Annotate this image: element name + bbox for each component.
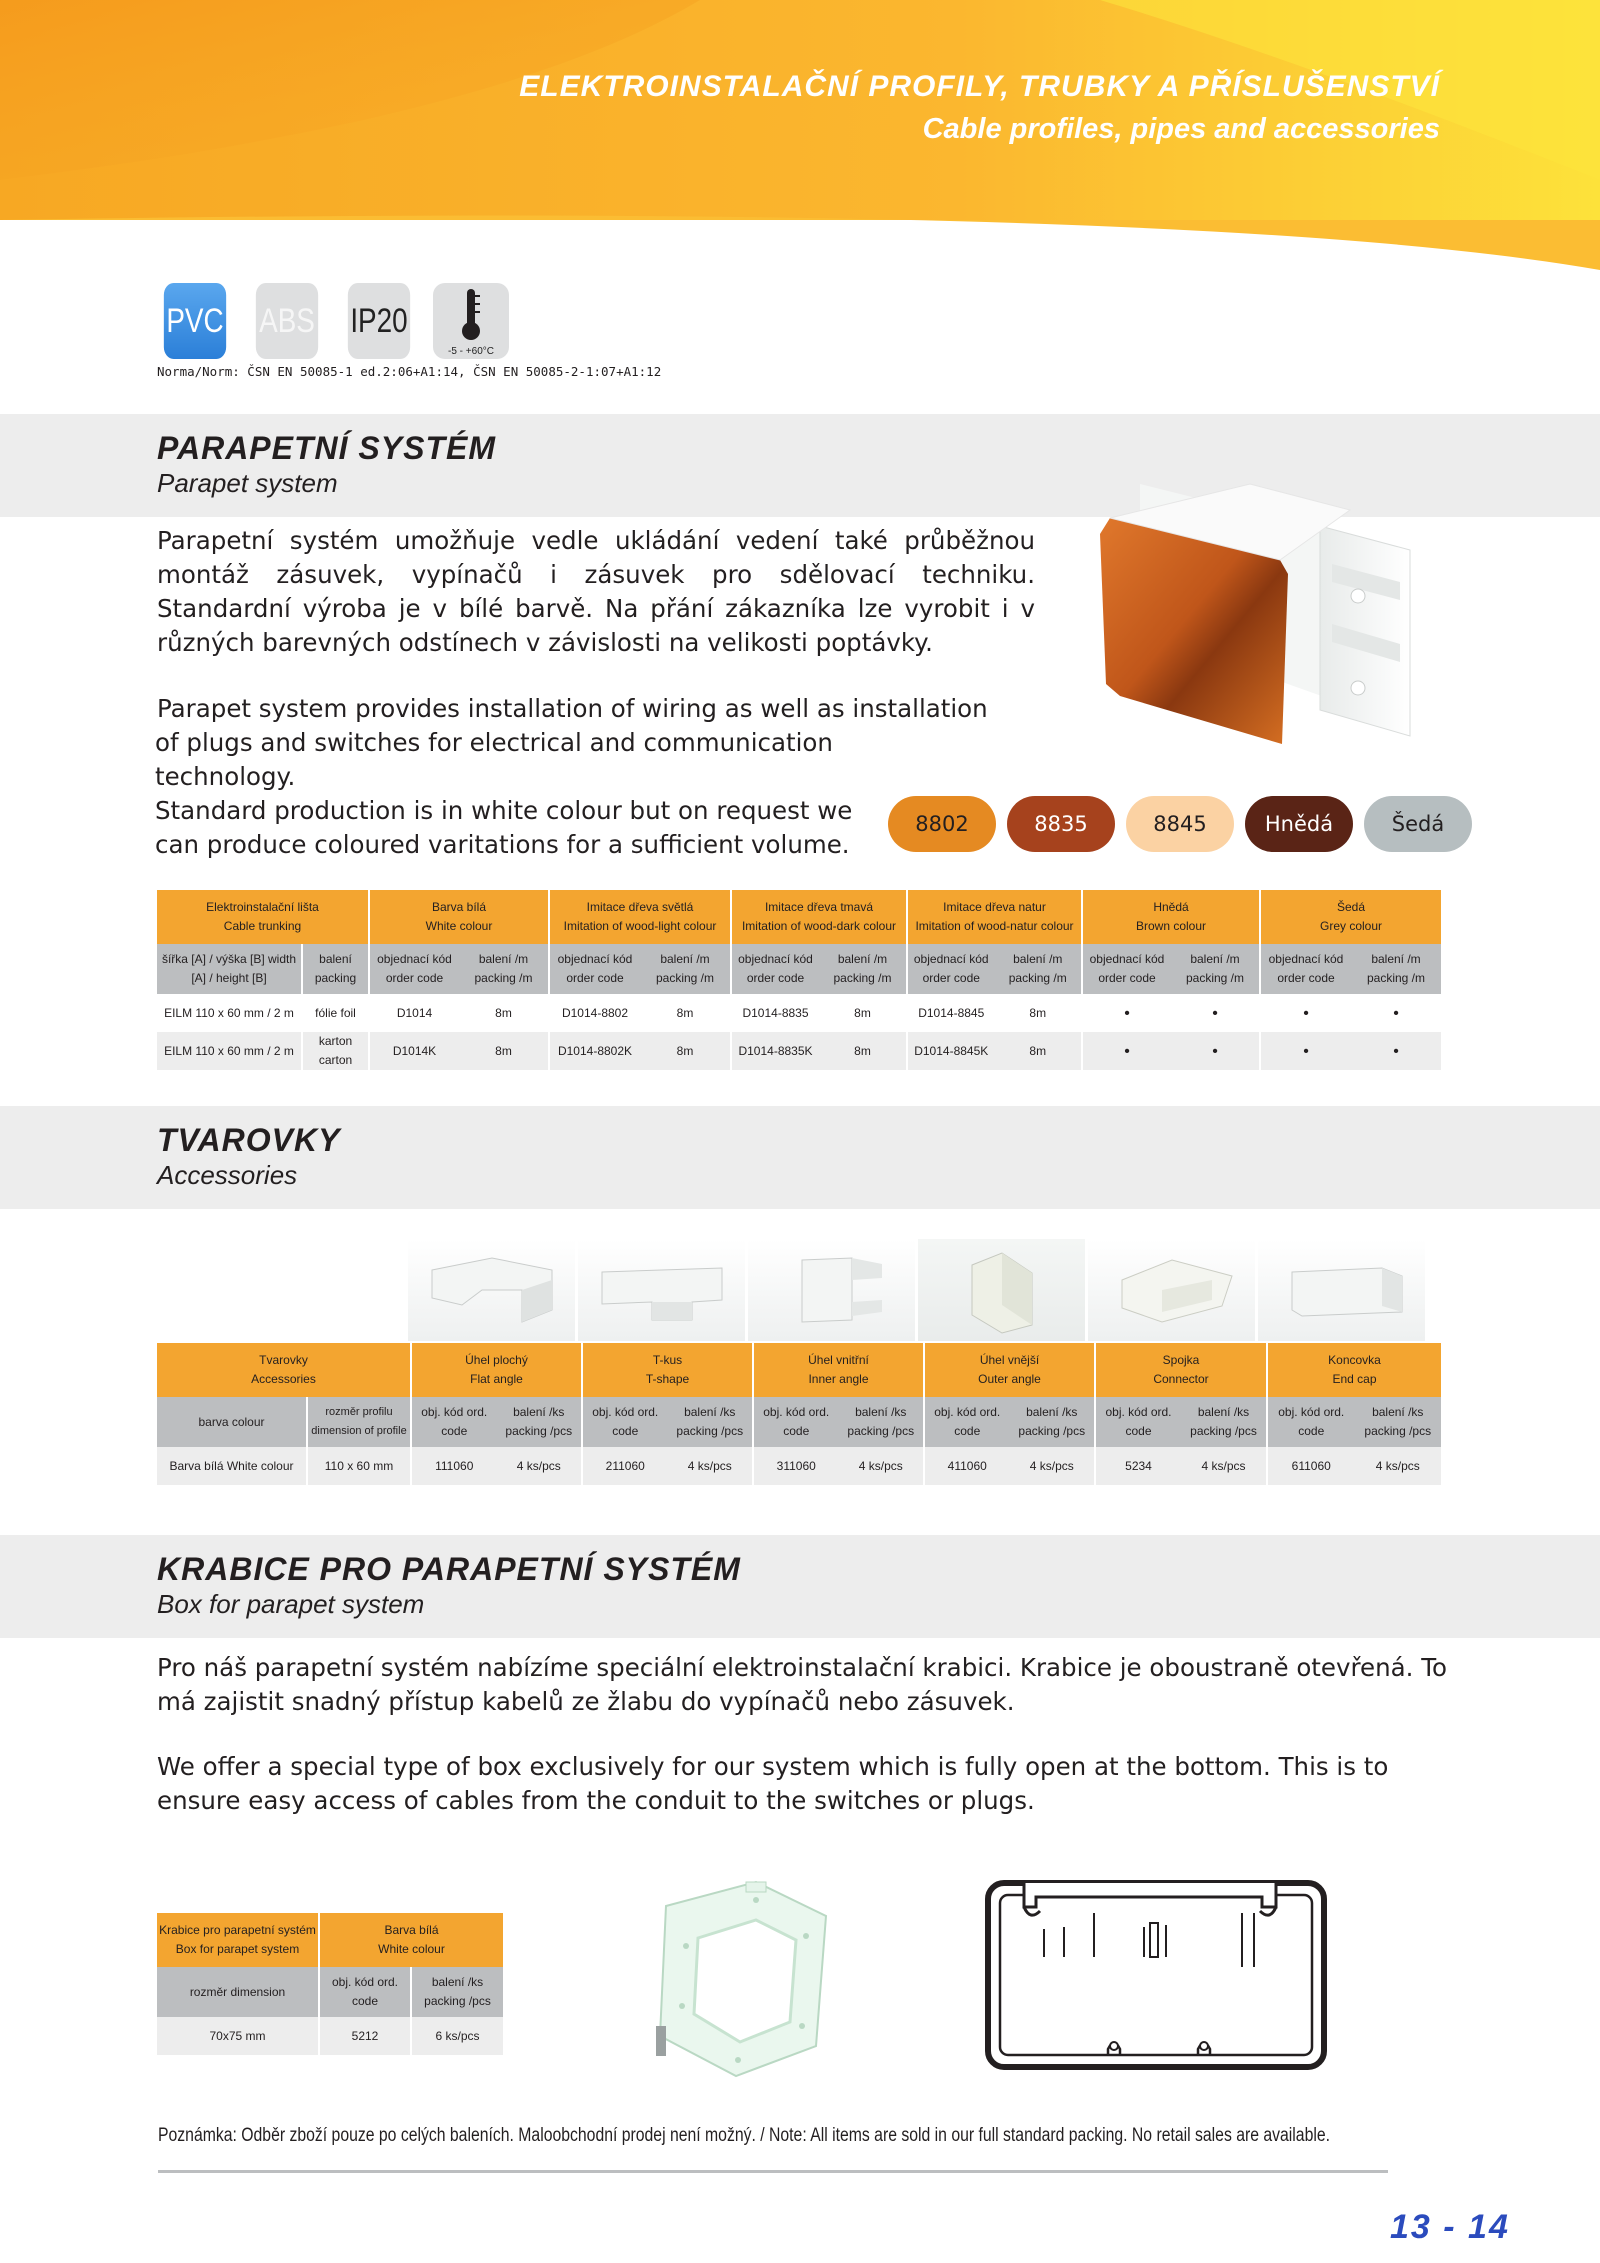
- table-row: [157, 1032, 1441, 1070]
- row-dimension: EILM 110 x 60 mm / 2 m: [157, 1032, 302, 1070]
- subheader-code: objednací kód order code: [913, 952, 989, 985]
- availability-dot: •: [1393, 1042, 1399, 1060]
- section-box-subtitle: Box for parapet system: [157, 1589, 425, 1619]
- order-code: 5212: [319, 2017, 411, 2055]
- packing-qty: 8m: [1029, 1005, 1047, 1020]
- row-packing: fólie foil: [302, 994, 369, 1032]
- order-code: D1014-8845K: [914, 1043, 989, 1058]
- accessories-table: [157, 1343, 1441, 1485]
- table-row: [157, 994, 1441, 1032]
- pvc-badge: PVC: [164, 283, 226, 359]
- order-code: D1014-8802K: [557, 1043, 633, 1058]
- inner-angle-image: [748, 1239, 915, 1341]
- table-row: [157, 1447, 1441, 1485]
- subheader-unit: balení /ks packing /pcs: [676, 1405, 744, 1438]
- header-end-cap: Koncovka End cap: [1267, 1343, 1441, 1397]
- row-packing: karton carton: [302, 1032, 369, 1070]
- header-accessories: Tvarovky Accessories: [157, 1343, 411, 1397]
- subheader-code: objednací kód order code: [1268, 952, 1344, 985]
- packing-qty: 4 ks/pcs: [1029, 1458, 1074, 1473]
- swatch-8845: 8845: [1126, 796, 1234, 852]
- thermo-range-label: -5 - +60°C: [448, 346, 494, 357]
- table-subheader-row: [157, 1967, 503, 2017]
- t-shape-image: [578, 1239, 745, 1341]
- parapet-text-cz: Parapetní systém umožňuje vedle ukládání vedení také průběžnou montáž zásuvek, vypínačů i zásuvek pro sdělovací techniku. Standardní výroba je v bílé barvě. Na přání zákazníka lze vyrobit i v různých barevných odstínech v závislosti na velikosti poptávky.: [157, 526, 1035, 657]
- availability-dot: •: [1212, 1004, 1218, 1022]
- packing-qty: 8m: [1029, 1043, 1047, 1058]
- accessory-images: [408, 1239, 1425, 1341]
- header-inner-angle: Úhel vnitřní Inner angle: [753, 1343, 924, 1397]
- swatch-seda: Šedá: [1364, 796, 1472, 852]
- subheader-code: objednací kód order code: [738, 952, 813, 985]
- availability-dot: •: [1212, 1042, 1218, 1060]
- packing-qty: 6 ks/pcs: [411, 2017, 503, 2055]
- header-flat-angle: Úhel plochý Flat angle: [411, 1343, 582, 1397]
- order-code: 5234: [1125, 1458, 1152, 1473]
- subheader-unit: balení /m packing /m: [655, 952, 715, 985]
- row-colour: Barva bílá White colour: [157, 1447, 307, 1485]
- header-white: Barva bílá White colour: [319, 1913, 503, 1967]
- profile-cross-section-drawing: [984, 1877, 1330, 2073]
- material-badges: [157, 283, 509, 359]
- section-parapet-title: PARAPETNÍ SYSTÉM: [157, 430, 496, 466]
- availability-dot: •: [1303, 1042, 1309, 1060]
- parapet-text-en-2: of plugs and switches for electrical and communication technology.: [155, 728, 833, 791]
- table-header-row: [157, 1343, 1441, 1397]
- thermometer-icon: [456, 287, 486, 345]
- subheader-unit: balení /ks packing /pcs: [1018, 1405, 1086, 1438]
- thermometer-badge: [433, 283, 509, 359]
- packing-qty: 4 ks/pcs: [858, 1458, 903, 1473]
- order-code: D1014-8835: [742, 1005, 809, 1020]
- page-number: 13 - 14: [1390, 2208, 1510, 2246]
- subheader-dimension: šířka [A] / výška [B] width [A] / height [B]: [157, 944, 302, 994]
- abs-badge: ABS: [256, 283, 318, 359]
- section-parapet-subtitle: Parapet system: [157, 468, 338, 498]
- availability-dot: •: [1124, 1042, 1130, 1060]
- flat-angle-image: [408, 1239, 575, 1341]
- header-grey: Šedá Grey colour: [1260, 890, 1441, 944]
- order-code: 411060: [947, 1458, 987, 1473]
- subheader-code: obj. kód ord. code: [319, 1967, 411, 2017]
- order-code: 311060: [776, 1458, 816, 1473]
- availability-dot: •: [1303, 1004, 1309, 1022]
- connector-image: [1088, 1239, 1255, 1341]
- trunking-table: [157, 890, 1441, 1070]
- footer-note: Poznámka: Odběr zboží pouze po celých baleních. Maloobchodní prodej není možný. / Note: All items are sold in our full standard packing. No retail sales are available.: [158, 2125, 1331, 2146]
- packing-qty: 8m: [495, 1005, 512, 1020]
- section-box-title: KRABICE PRO PARAPETNÍ SYSTÉM: [157, 1551, 741, 1587]
- section-accessories-title: TVAROVKY: [157, 1122, 341, 1158]
- subheader-unit: balení /m packing /m: [474, 952, 533, 985]
- packing-qty: 8m: [854, 1043, 871, 1058]
- packing-qty: 4 ks/pcs: [1201, 1458, 1246, 1473]
- swatch-8802: 8802: [888, 796, 996, 852]
- ip20-badge: IP20: [348, 283, 410, 359]
- header-wood-natur: Imitace dřeva natur Imitation of wood-natur colour: [907, 890, 1082, 944]
- subheader-code: objednací kód order code: [1089, 952, 1165, 985]
- order-code: D1014-8845: [918, 1005, 985, 1020]
- cable-trunking-image: [1100, 474, 1440, 750]
- order-code: 111060: [435, 1458, 474, 1473]
- packing-qty: 4 ks/pcs: [687, 1458, 732, 1473]
- parapet-text-en-1: Parapet system provides installation of wiring as well as installation: [157, 694, 988, 723]
- subheader-code: obj. kód ord. code: [421, 1405, 488, 1438]
- row-dimension: 70x75 mm: [157, 2017, 319, 2055]
- outer-angle-image: [918, 1239, 1085, 1341]
- packing-qty: 8m: [676, 1005, 694, 1020]
- subheader-unit: balení /ks packing /pcs: [505, 1405, 573, 1438]
- header-title: ELEKTROINSTALAČNÍ PROFILY, TRUBKY A PŘÍSLUŠENSTVÍ: [519, 70, 1440, 103]
- subheader-unit: balení /ks packing /pcs: [1190, 1405, 1257, 1438]
- subheader-code: obj. kód ord. code: [934, 1405, 1001, 1438]
- header-outer-angle: Úhel vnější Outer angle: [924, 1343, 1095, 1397]
- table-row: [157, 2017, 503, 2055]
- header-box: Krabice pro parapetní systém Box for parapet system: [157, 1913, 319, 1967]
- header-white: Barva bílá White colour: [369, 890, 549, 944]
- box-text-en: We offer a special type of box exclusively for our system which is fully open at the bottom. This is to ensure easy access of cables from the conduit to the switches or plugs.: [157, 1752, 1389, 1815]
- packing-qty: 4 ks/pcs: [1375, 1458, 1420, 1473]
- header-banner: [0, 0, 1600, 270]
- order-code: D1014K: [392, 1043, 437, 1058]
- table-header-row: [157, 890, 1441, 944]
- header-t-shape: T-kus T-shape: [582, 1343, 753, 1397]
- subheader-code: obj. kód ord. code: [1278, 1405, 1345, 1438]
- order-code: D1014: [396, 1005, 433, 1020]
- row-dimension: EILM 110 x 60 mm / 2 m: [157, 994, 302, 1032]
- subheader-code: obj. kód ord. code: [592, 1405, 659, 1438]
- header-brown: Hnědá Brown colour: [1082, 890, 1260, 944]
- order-code: 211060: [605, 1458, 645, 1473]
- table-subheader-row: [157, 944, 1441, 994]
- subheader-unit: balení /m packing /m: [833, 952, 892, 985]
- end-cap-image: [1258, 1239, 1425, 1341]
- box-text-cz: Pro náš parapetní systém nabízíme speciální elektroinstalační krabici. Krabice je oboustraně otevřená. To má zajistit snadný přístup kabelů ze žlabu do vypínačů nebo zásuvek.: [157, 1653, 1448, 1716]
- parapet-text-en-3: Standard production is in white colour but on request we can produce coloured varitations for a sufficient volume.: [155, 796, 853, 859]
- swatch-8835: 8835: [1007, 796, 1115, 852]
- subheader-unit: balení /m packing /m: [1185, 952, 1245, 985]
- colour-swatches: [888, 796, 1472, 852]
- subheader-code: obj. kód ord. code: [763, 1405, 830, 1438]
- subheader-colour: barva colour: [157, 1397, 307, 1447]
- header-wood-dark: Imitace dřeva tmavá Imitation of wood-dark colour: [731, 890, 907, 944]
- header-cable-trunking: Elektroinstalační lišta Cable trunking: [157, 890, 369, 944]
- box-image: [646, 1876, 836, 2086]
- subheader-packing: balení packing: [302, 944, 369, 994]
- subheader-unit: balení /ks packing /pcs: [411, 1967, 503, 2017]
- packing-qty: 8m: [495, 1043, 512, 1058]
- subheader-code: obj. kód ord. code: [1105, 1405, 1172, 1438]
- footer-divider: [158, 2170, 1388, 2173]
- header-wood-light: Imitace dřeva světlá Imitation of wood-light colour: [549, 890, 731, 944]
- subheader-dimension: rozměr dimension: [157, 1967, 319, 2017]
- availability-dot: •: [1393, 1004, 1399, 1022]
- box-table: [157, 1913, 503, 2055]
- row-profile: 110 x 60 mm: [307, 1447, 411, 1485]
- section-accessories-subtitle: Accessories: [157, 1160, 298, 1190]
- swatch-hneda: Hnědá: [1245, 796, 1353, 852]
- packing-qty: 8m: [854, 1005, 871, 1020]
- order-code: 611060: [1291, 1458, 1331, 1473]
- norm-text: Norma/Norm: ČSN EN 50085-1 ed.2:06+A1:14, ČSN EN 50085-2-1:07+A1:12: [157, 364, 662, 379]
- header-connector: Spojka Connector: [1095, 1343, 1267, 1397]
- subheader-unit: balení /m packing /m: [1366, 952, 1426, 985]
- availability-dot: •: [1124, 1004, 1130, 1022]
- header-subtitle: Cable profiles, pipes and accessories: [922, 113, 1440, 145]
- table-subheader-row: [157, 1397, 1441, 1447]
- subheader-code: objednací kód order code: [377, 952, 452, 985]
- packing-qty: 8m: [676, 1043, 694, 1058]
- subheader-unit: balení /ks packing /pcs: [1364, 1405, 1432, 1438]
- order-code: D1014-8802: [561, 1005, 629, 1020]
- packing-qty: 4 ks/pcs: [516, 1458, 561, 1473]
- table-header-row: [157, 1913, 503, 1967]
- order-code: D1014-8835K: [738, 1043, 813, 1058]
- subheader-code: objednací kód order code: [557, 952, 633, 985]
- subheader-profile: rozměr profilu dimension of profile: [307, 1397, 411, 1447]
- subheader-unit: balení /ks packing /pcs: [847, 1405, 915, 1438]
- subheader-unit: balení /m packing /m: [1008, 952, 1067, 985]
